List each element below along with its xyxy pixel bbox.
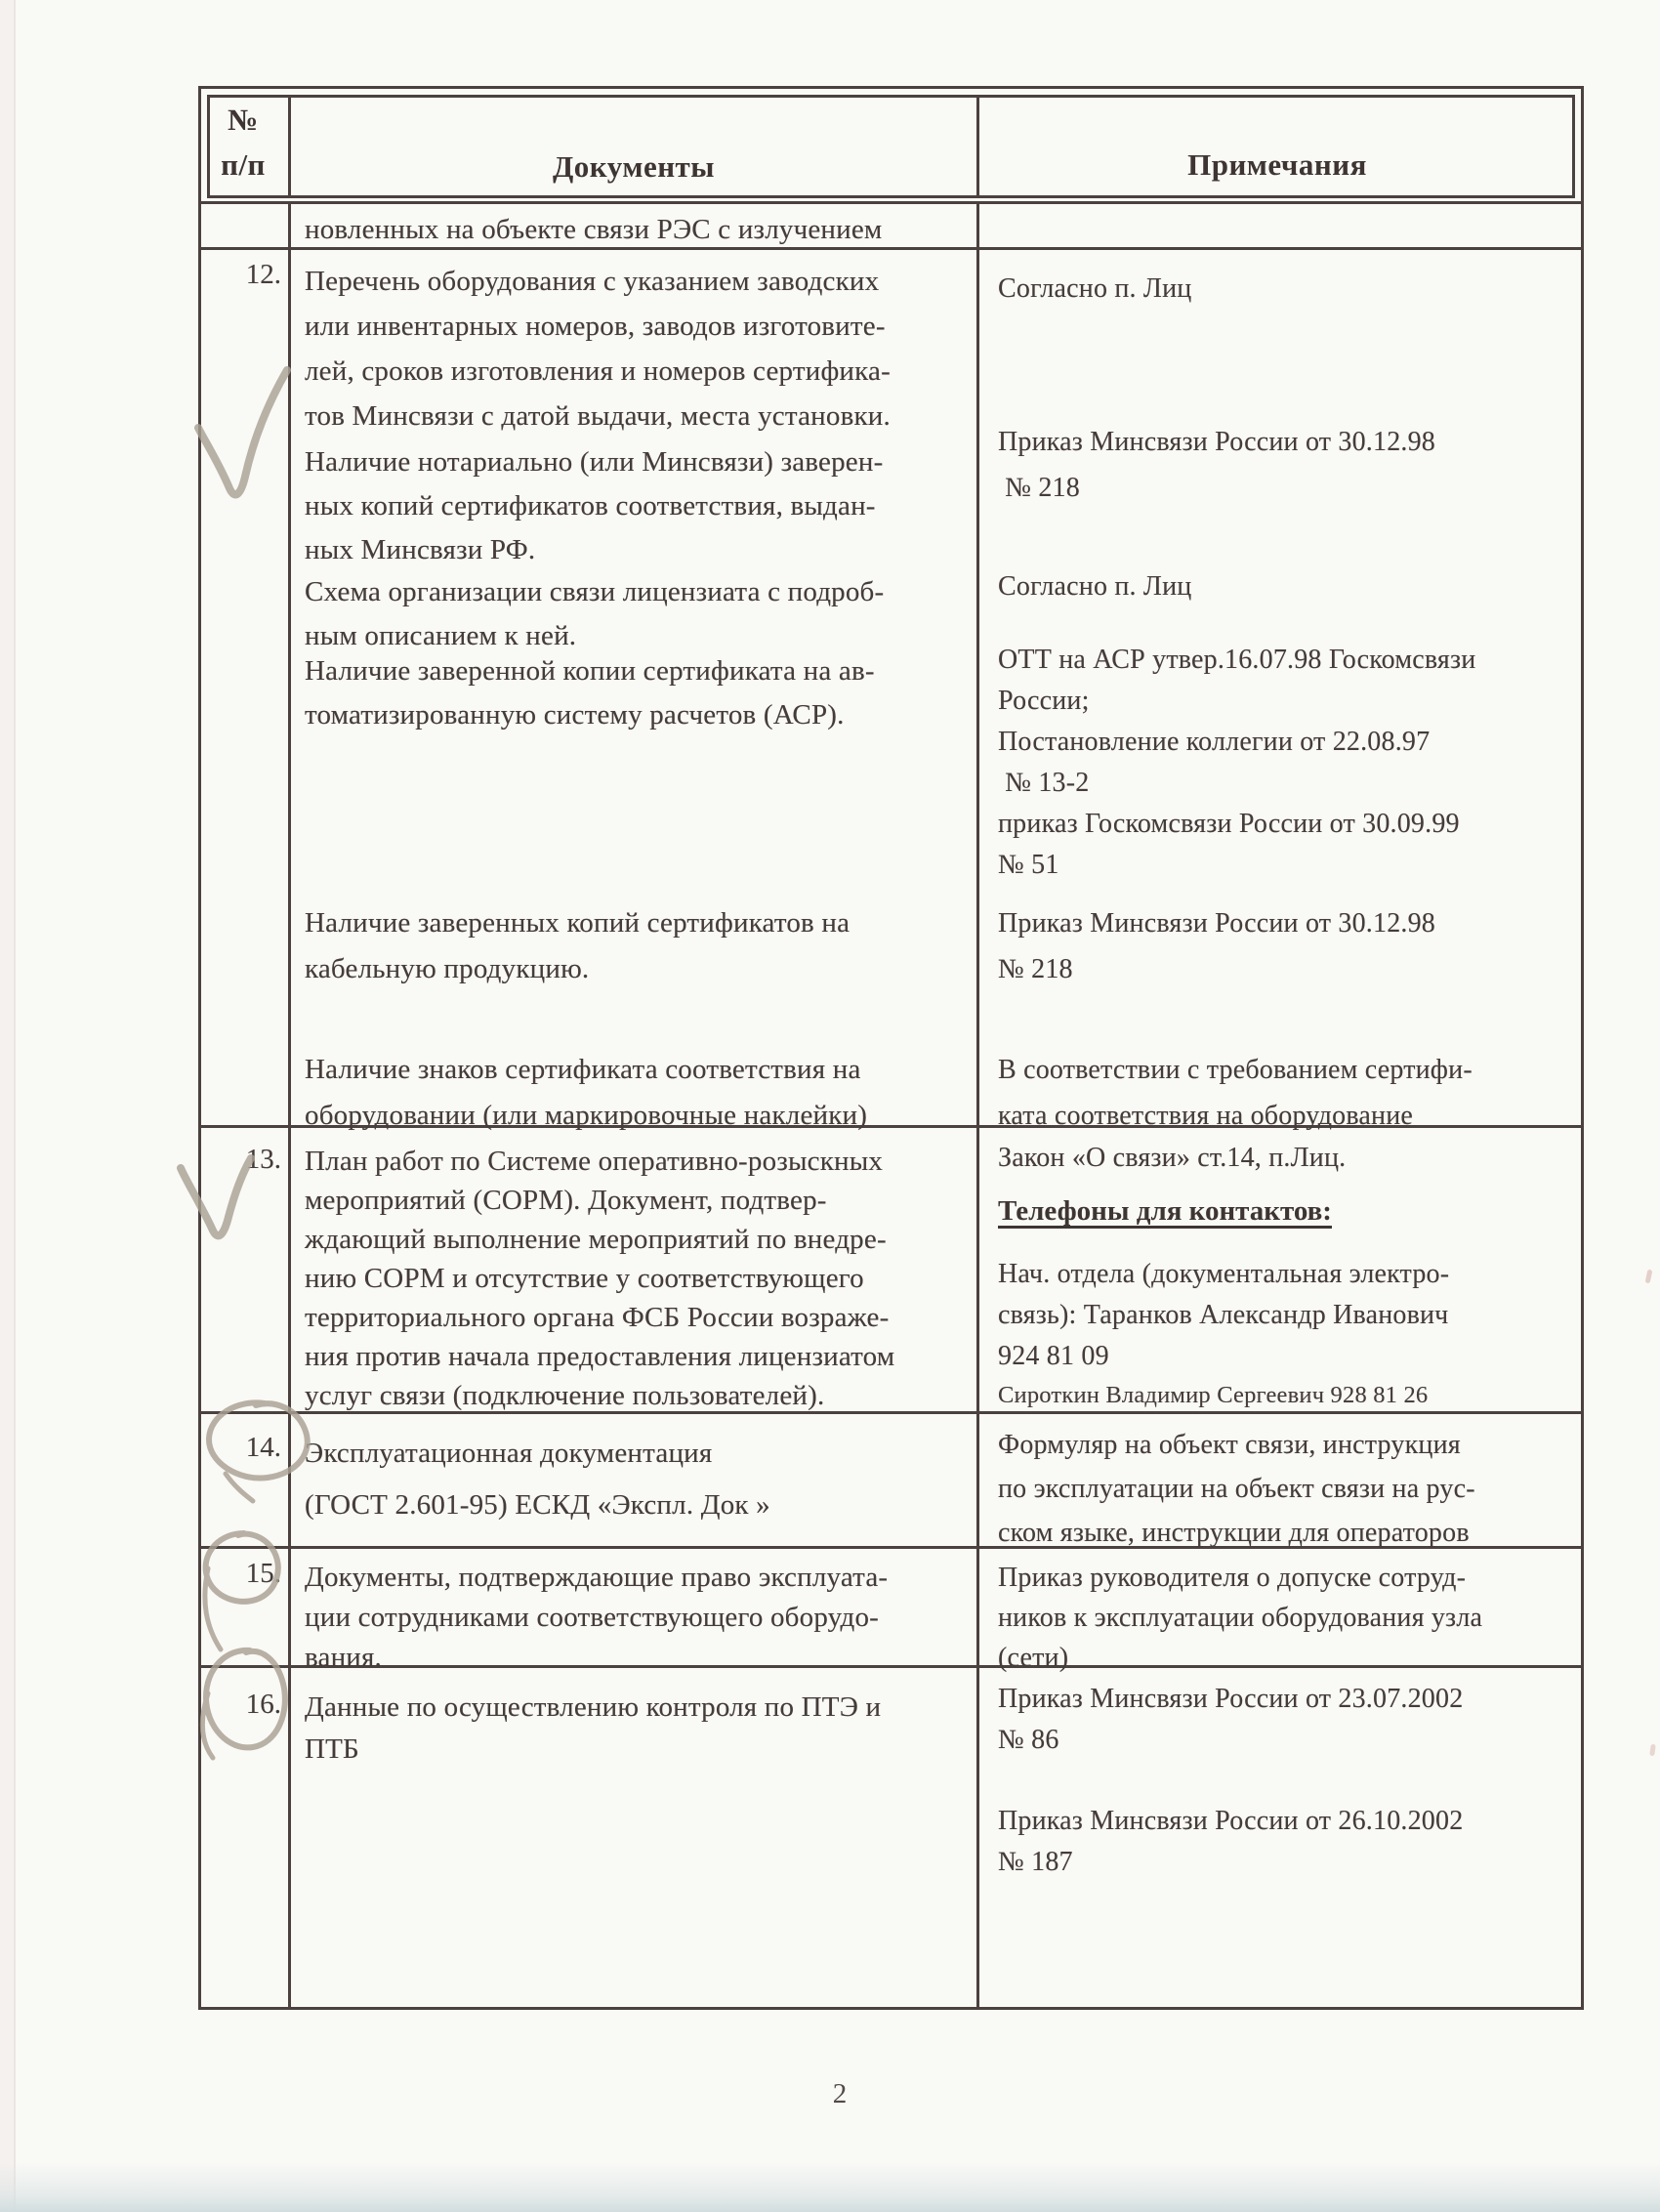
row-number: 16. [245,1689,281,1720]
text-line: 924 81 09 [998,1341,1109,1371]
text-line: Наличие заверенной копии сертификата на ав- [305,655,875,687]
text-line: Приказ Минсвязи России от 23.07.2002 [998,1684,1464,1714]
pencil-check-row12 [198,370,287,494]
row-number: 15. [245,1558,281,1589]
text-line: Согласно п. Лиц [998,273,1192,304]
text-line: новленных на объекте связи РЭС с излучением [305,214,883,245]
text-line: ников к эксплуатации оборудования узла [998,1603,1483,1633]
header-num-symbol: № [228,103,259,137]
contact-small-line: Сироткин Владимир Сергеевич 928 81 26 [998,1382,1429,1408]
text-line: оборудовании (или маркировочные наклейки) [305,1100,868,1131]
text-line: ных копий сертификатов соответствия, выдан- [305,490,876,522]
text-line: Документы, подтверждающие право эксплуата- [305,1562,889,1593]
pencil-check-row13 [181,1158,251,1235]
pencil-circle-row15 [206,1533,278,1602]
text-line: План работ по Системе оперативно-розыскных [305,1146,884,1177]
text-line: Данные по осуществлению контроля по ПТЭ и [305,1691,882,1723]
header-notes: Примечания [1187,147,1367,182]
text-line: № 218 [998,954,1073,984]
text-line: нию СОРМ и отсутствие у соответствующего [305,1263,864,1294]
text-line: № 218 [998,473,1080,503]
text-line: В соответствии с требованием сертифи- [998,1055,1473,1085]
pencil-circle-row16 [206,1650,285,1748]
text-line: вания. [305,1642,383,1673]
text-line: связь): Таранков Александр Иванович [998,1300,1449,1330]
text-line: ПТБ [305,1733,359,1765]
text-line: (сети) [998,1643,1069,1673]
page-number: 2 [832,2078,848,2109]
text-line: ждающий выполнение мероприятий по внедре- [305,1224,887,1255]
text-line: Приказ Минсвязи России от 26.10.2002 [998,1806,1464,1836]
text-line: № 86 [998,1725,1059,1755]
text-line: ском языке, инструкции для операторов [998,1518,1470,1548]
text-line: территориального органа ФСБ России возраже- [305,1302,890,1333]
text-line: ОТТ на АСР утвер.16.07.98 Госкомсвязи [998,645,1476,675]
text-line: (ГОСТ 2.601-95) ЕСКД «Экспл. Док » [305,1489,770,1521]
text-line: тов Минсвязи с датой выдачи, места установки. [305,400,891,432]
text-line: Постановление коллегии от 22.08.97 [998,727,1431,757]
text-line: лей, сроков изготовления и номеров сертифика- [305,355,891,387]
text-line: ных Минсвязи РФ. [305,534,536,565]
text-line: мероприятий (СОРМ). Документ, подтвер- [305,1185,827,1216]
text-line: Приказ руководителя о допуске сотруд- [998,1563,1467,1593]
text-line: Наличие нотариально (или Минсвязи) заверен- [305,446,884,478]
text-line: Формуляр на объект связи, инструкция [998,1430,1461,1460]
row-number: 14. [245,1432,281,1463]
text-line: Нач. отдела (документальная электро- [998,1259,1450,1289]
row-number: 12. [245,259,281,290]
text-line: томатизированную систему расчетов (АСР). [305,699,845,730]
text-line: Согласно п. Лиц [998,571,1192,602]
text-line: ката соответствия на оборудование [998,1101,1414,1131]
pencil-circle-row15-tail [205,1568,221,1649]
text-line: Схема организации связи лицензиата с подроб- [305,576,885,607]
header-num-pp: п/п [221,147,266,182]
text-line: Эксплуатационная документация [305,1438,713,1469]
text-line: № 51 [998,850,1059,880]
text-line: Приказ Минсвязи России от 30.12.98 [998,427,1436,457]
text-line: Закон «О связи» ст.14, п.Лиц. [998,1143,1347,1173]
header-documents: Документы [552,149,715,184]
pencil-circle-row14 [209,1402,308,1478]
text-line: ния против начала предоставления лицензиатом [305,1341,895,1372]
text-line: кабельную продукцию. [305,953,590,984]
text-line: услуг связи (подключение пользователей). [305,1380,825,1411]
contacts-heading: Телефоны для контактов: [998,1195,1332,1227]
text-line: по эксплуатации на объект связи на рус- [998,1474,1475,1504]
text-line: ции сотрудниками соответствующего оборудо- [305,1602,880,1633]
text-line: Наличие заверенных копий сертификатов на [305,907,851,939]
text-line: ным описанием к ней. [305,620,577,651]
row-number: 13. [245,1144,281,1175]
text-line: № 13-2 [998,768,1090,798]
text-line: приказ Госкомсвязи России от 30.09.99 [998,809,1460,839]
text-line: Приказ Минсвязи России от 30.12.98 [998,908,1436,939]
text-line: России; [998,686,1090,716]
text-line: Наличие знаков сертификата соответствия на [305,1054,861,1085]
text-line: или инвентарных номеров, заводов изготовите- [305,311,886,342]
text-line: № 187 [998,1847,1073,1877]
text-line: Перечень оборудования с указанием заводских [305,266,880,297]
